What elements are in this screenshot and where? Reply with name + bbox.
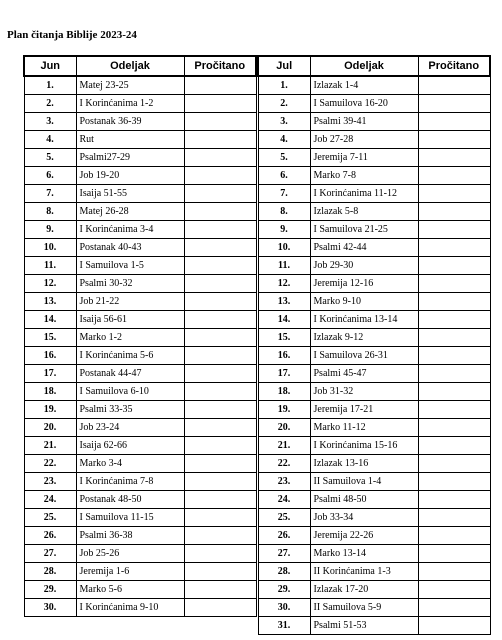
day-number: 11. bbox=[24, 257, 76, 275]
read-checkbox-cell[interactable] bbox=[184, 239, 256, 257]
reading-section: Job 21-22 bbox=[76, 293, 184, 311]
read-checkbox-cell[interactable] bbox=[418, 275, 490, 293]
jun-table-row bbox=[24, 257, 256, 275]
jun-table-row bbox=[24, 203, 256, 221]
day-number: 16. bbox=[24, 347, 76, 365]
day-number: 13. bbox=[258, 293, 310, 311]
day-number: 19. bbox=[24, 401, 76, 419]
jun-table-row bbox=[24, 131, 256, 149]
jun-table-row bbox=[24, 329, 256, 347]
read-checkbox-cell[interactable] bbox=[418, 95, 490, 113]
read-checkbox-cell[interactable] bbox=[418, 203, 490, 221]
day-number: 27. bbox=[24, 545, 76, 563]
jul-table-row bbox=[258, 185, 490, 203]
day-number: 18. bbox=[24, 383, 76, 401]
reading-section: Psalmi 33-35 bbox=[76, 401, 184, 419]
jul-table-row bbox=[258, 149, 490, 167]
jul-table-row bbox=[258, 221, 490, 239]
read-checkbox-cell[interactable] bbox=[184, 455, 256, 473]
jun-table-row bbox=[24, 563, 256, 581]
reading-section: Psalmi 36-38 bbox=[76, 527, 184, 545]
day-number: 3. bbox=[258, 113, 310, 131]
jun-table-row bbox=[24, 419, 256, 437]
day-number: 1. bbox=[24, 76, 76, 95]
jun-table-row bbox=[24, 509, 256, 527]
reading-section: I Korinćanima 13-14 bbox=[310, 311, 418, 329]
day-number: 8. bbox=[24, 203, 76, 221]
jul-table-row bbox=[258, 203, 490, 221]
reading-section: I Samuilova 1-5 bbox=[76, 257, 184, 275]
day-number: 14. bbox=[24, 311, 76, 329]
day-number: 22. bbox=[258, 455, 310, 473]
jul-table-row bbox=[258, 293, 490, 311]
day-number: 29. bbox=[258, 581, 310, 599]
reading-section: Izlazak 5-8 bbox=[310, 203, 418, 221]
jun-table-row bbox=[24, 581, 256, 599]
reading-section: Psalmi 51-53 bbox=[310, 617, 418, 635]
jul-table-row bbox=[258, 473, 490, 491]
day-number: 4. bbox=[258, 131, 310, 149]
jun-table-row bbox=[24, 113, 256, 131]
read-checkbox-cell[interactable] bbox=[418, 257, 490, 275]
day-number: 12. bbox=[258, 275, 310, 293]
jun-month-header: Jun bbox=[24, 56, 76, 76]
read-checkbox-cell[interactable] bbox=[418, 76, 490, 95]
jun-table-row bbox=[24, 76, 256, 95]
day-number: 17. bbox=[258, 365, 310, 383]
reading-section: I Korinćanima 11-12 bbox=[310, 185, 418, 203]
reading-section: I Korinćanima 15-16 bbox=[310, 437, 418, 455]
read-checkbox-cell[interactable] bbox=[184, 95, 256, 113]
jun-table-row bbox=[24, 311, 256, 329]
jul-table-row bbox=[258, 437, 490, 455]
read-checkbox-cell[interactable] bbox=[184, 329, 256, 347]
read-checkbox-cell[interactable] bbox=[418, 455, 490, 473]
read-checkbox-cell[interactable] bbox=[184, 311, 256, 329]
day-number: 6. bbox=[24, 167, 76, 185]
jun-table-body bbox=[24, 76, 256, 617]
read-checkbox-cell[interactable] bbox=[184, 563, 256, 581]
read-checkbox-cell[interactable] bbox=[418, 401, 490, 419]
reading-section: Psalmi27-29 bbox=[76, 149, 184, 167]
jul-table-row bbox=[258, 329, 490, 347]
jun-read-header: Pročitano bbox=[184, 56, 256, 76]
reading-section: Izlazak 1-4 bbox=[310, 76, 418, 95]
reading-section: I Korinćanima 5-6 bbox=[76, 347, 184, 365]
jul-header-row bbox=[258, 56, 490, 76]
day-number: 16. bbox=[258, 347, 310, 365]
read-checkbox-cell[interactable] bbox=[418, 509, 490, 527]
reading-section: Job 29-30 bbox=[310, 257, 418, 275]
day-number: 10. bbox=[24, 239, 76, 257]
reading-section: Job 23-24 bbox=[76, 419, 184, 437]
jun-table-row bbox=[24, 167, 256, 185]
day-number: 8. bbox=[258, 203, 310, 221]
read-checkbox-cell[interactable] bbox=[184, 383, 256, 401]
reading-section: Marko 13-14 bbox=[310, 545, 418, 563]
read-checkbox-cell[interactable] bbox=[418, 149, 490, 167]
day-number: 5. bbox=[258, 149, 310, 167]
read-checkbox-cell[interactable] bbox=[418, 545, 490, 563]
jul-table-row bbox=[258, 491, 490, 509]
jul-table-row bbox=[258, 311, 490, 329]
day-number: 14. bbox=[258, 311, 310, 329]
day-number: 23. bbox=[258, 473, 310, 491]
read-checkbox-cell[interactable] bbox=[184, 365, 256, 383]
reading-section: Rut bbox=[76, 131, 184, 149]
day-number: 22. bbox=[24, 455, 76, 473]
jul-table-row bbox=[258, 167, 490, 185]
day-number: 31. bbox=[258, 617, 310, 635]
day-number: 27. bbox=[258, 545, 310, 563]
jul-table-row bbox=[258, 509, 490, 527]
jun-table-row bbox=[24, 383, 256, 401]
jun-table-row bbox=[24, 473, 256, 491]
jul-table-row bbox=[258, 257, 490, 275]
reading-section: Marko 3-4 bbox=[76, 455, 184, 473]
read-checkbox-cell[interactable] bbox=[418, 293, 490, 311]
reading-section: Postanak 36-39 bbox=[76, 113, 184, 131]
day-number: 3. bbox=[24, 113, 76, 131]
read-checkbox-cell[interactable] bbox=[418, 527, 490, 545]
day-number: 11. bbox=[258, 257, 310, 275]
day-number: 26. bbox=[258, 527, 310, 545]
day-number: 21. bbox=[258, 437, 310, 455]
jun-table-row bbox=[24, 455, 256, 473]
read-checkbox-cell[interactable] bbox=[418, 131, 490, 149]
document-title: Plan čitanja Biblije 2023-24 bbox=[7, 29, 137, 41]
reading-section: Psalmi 45-47 bbox=[310, 365, 418, 383]
day-number: 28. bbox=[258, 563, 310, 581]
day-number: 10. bbox=[258, 239, 310, 257]
read-checkbox-cell[interactable] bbox=[418, 221, 490, 239]
read-checkbox-cell[interactable] bbox=[184, 473, 256, 491]
day-number: 30. bbox=[24, 599, 76, 617]
day-number: 30. bbox=[258, 599, 310, 617]
jul-table-row bbox=[258, 347, 490, 365]
day-number: 9. bbox=[258, 221, 310, 239]
jul-table-row bbox=[258, 617, 490, 635]
jul-table-row bbox=[258, 401, 490, 419]
reading-section: Job 31-32 bbox=[310, 383, 418, 401]
day-number: 2. bbox=[258, 95, 310, 113]
read-checkbox-cell[interactable] bbox=[184, 293, 256, 311]
read-checkbox-cell[interactable] bbox=[418, 311, 490, 329]
read-checkbox-cell[interactable] bbox=[184, 131, 256, 149]
jun-table-row bbox=[24, 347, 256, 365]
read-checkbox-cell[interactable] bbox=[184, 76, 256, 95]
jul-table-row bbox=[258, 365, 490, 383]
read-checkbox-cell[interactable] bbox=[418, 239, 490, 257]
reading-section: I Samuilova 16-20 bbox=[310, 95, 418, 113]
jun-section-header: Odeljak bbox=[76, 56, 184, 76]
reading-section: Job 33-34 bbox=[310, 509, 418, 527]
read-checkbox-cell[interactable] bbox=[418, 617, 490, 635]
read-checkbox-cell[interactable] bbox=[184, 203, 256, 221]
read-checkbox-cell[interactable] bbox=[184, 221, 256, 239]
day-number: 6. bbox=[258, 167, 310, 185]
jul-table-body bbox=[258, 76, 490, 635]
reading-section: Psalmi 42-44 bbox=[310, 239, 418, 257]
reading-section: Marko 11-12 bbox=[310, 419, 418, 437]
reading-section: Isaija 51-55 bbox=[76, 185, 184, 203]
day-number: 12. bbox=[24, 275, 76, 293]
read-checkbox-cell[interactable] bbox=[184, 509, 256, 527]
read-checkbox-cell[interactable] bbox=[418, 581, 490, 599]
reading-section: Marko 7-8 bbox=[310, 167, 418, 185]
reading-section: Izlazak 17-20 bbox=[310, 581, 418, 599]
day-number: 15. bbox=[24, 329, 76, 347]
day-number: 1. bbox=[258, 76, 310, 95]
reading-section: II Samuilova 1-4 bbox=[310, 473, 418, 491]
read-checkbox-cell[interactable] bbox=[418, 491, 490, 509]
day-number: 29. bbox=[24, 581, 76, 599]
read-checkbox-cell[interactable] bbox=[418, 329, 490, 347]
day-number: 13. bbox=[24, 293, 76, 311]
reading-section: II Samuilova 5-9 bbox=[310, 599, 418, 617]
reading-section: Psalmi 48-50 bbox=[310, 491, 418, 509]
jun-table-row bbox=[24, 221, 256, 239]
day-number: 2. bbox=[24, 95, 76, 113]
day-number: 4. bbox=[24, 131, 76, 149]
read-checkbox-cell[interactable] bbox=[184, 275, 256, 293]
reading-section: Jeremija 12-16 bbox=[310, 275, 418, 293]
reading-section: I Samuilova 21-25 bbox=[310, 221, 418, 239]
jul-table-row bbox=[258, 76, 490, 95]
jul-table-row bbox=[258, 563, 490, 581]
day-number: 25. bbox=[24, 509, 76, 527]
day-number: 19. bbox=[258, 401, 310, 419]
jul-month-header: Jul bbox=[258, 56, 310, 76]
reading-section: Izlazak 9-12 bbox=[310, 329, 418, 347]
reading-section: Postanak 48-50 bbox=[76, 491, 184, 509]
read-checkbox-cell[interactable] bbox=[418, 599, 490, 617]
day-number: 17. bbox=[24, 365, 76, 383]
day-number: 24. bbox=[24, 491, 76, 509]
reading-section: I Samuilova 26-31 bbox=[310, 347, 418, 365]
read-checkbox-cell[interactable] bbox=[184, 167, 256, 185]
reading-section: Job 19-20 bbox=[76, 167, 184, 185]
reading-section: Jeremija 22-26 bbox=[310, 527, 418, 545]
read-checkbox-cell[interactable] bbox=[418, 473, 490, 491]
read-checkbox-cell[interactable] bbox=[184, 527, 256, 545]
jul-table-row bbox=[258, 581, 490, 599]
jul-table-row bbox=[258, 95, 490, 113]
day-number: 23. bbox=[24, 473, 76, 491]
jul-section-header: Odeljak bbox=[310, 56, 418, 76]
reading-section: Matej 23-25 bbox=[76, 76, 184, 95]
jul-table-row bbox=[258, 383, 490, 401]
read-checkbox-cell[interactable] bbox=[184, 581, 256, 599]
jun-table-row bbox=[24, 185, 256, 203]
reading-section: Marko 9-10 bbox=[310, 293, 418, 311]
reading-section: Postanak 44-47 bbox=[76, 365, 184, 383]
reading-section: Psalmi 30-32 bbox=[76, 275, 184, 293]
day-number: 24. bbox=[258, 491, 310, 509]
day-number: 28. bbox=[24, 563, 76, 581]
reading-section: I Samuilova 6-10 bbox=[76, 383, 184, 401]
day-number: 21. bbox=[24, 437, 76, 455]
reading-section: I Korinćanima 1-2 bbox=[76, 95, 184, 113]
jun-table-row bbox=[24, 437, 256, 455]
reading-section: Job 25-26 bbox=[76, 545, 184, 563]
day-number: 26. bbox=[24, 527, 76, 545]
day-number: 20. bbox=[24, 419, 76, 437]
jul-table-row bbox=[258, 113, 490, 131]
jul-table-row bbox=[258, 239, 490, 257]
jun-table-row bbox=[24, 149, 256, 167]
read-checkbox-cell[interactable] bbox=[418, 347, 490, 365]
read-checkbox-cell[interactable] bbox=[184, 401, 256, 419]
reading-section: II Korinćanima 1-3 bbox=[310, 563, 418, 581]
jun-table-row bbox=[24, 599, 256, 617]
reading-section: I Korinćanima 9-10 bbox=[76, 599, 184, 617]
reading-section: Jeremija 17-21 bbox=[310, 401, 418, 419]
day-number: 7. bbox=[24, 185, 76, 203]
read-checkbox-cell[interactable] bbox=[418, 113, 490, 131]
jun-table-row bbox=[24, 239, 256, 257]
read-checkbox-cell[interactable] bbox=[184, 257, 256, 275]
reading-section: Jeremija 1-6 bbox=[76, 563, 184, 581]
jul-table-row bbox=[258, 545, 490, 563]
read-checkbox-cell[interactable] bbox=[184, 419, 256, 437]
day-number: 20. bbox=[258, 419, 310, 437]
jun-table-row bbox=[24, 527, 256, 545]
jul-table-row bbox=[258, 455, 490, 473]
reading-section: Marko 5-6 bbox=[76, 581, 184, 599]
day-number: 25. bbox=[258, 509, 310, 527]
read-checkbox-cell[interactable] bbox=[184, 347, 256, 365]
read-checkbox-cell[interactable] bbox=[418, 437, 490, 455]
day-number: 7. bbox=[258, 185, 310, 203]
reading-section: Isaija 56-61 bbox=[76, 311, 184, 329]
jul-read-header: Pročitano bbox=[418, 56, 490, 76]
jun-table-row bbox=[24, 401, 256, 419]
read-checkbox-cell[interactable] bbox=[418, 383, 490, 401]
read-checkbox-cell[interactable] bbox=[418, 365, 490, 383]
reading-section: Postanak 40-43 bbox=[76, 239, 184, 257]
reading-section: Job 27-28 bbox=[310, 131, 418, 149]
day-number: 15. bbox=[258, 329, 310, 347]
jun-header-row bbox=[24, 56, 256, 76]
day-number: 18. bbox=[258, 383, 310, 401]
read-checkbox-cell[interactable] bbox=[184, 545, 256, 563]
reading-section: Isaija 62-66 bbox=[76, 437, 184, 455]
reading-section: I Korinćanima 3-4 bbox=[76, 221, 184, 239]
read-checkbox-cell[interactable] bbox=[184, 113, 256, 131]
reading-section: Marko 1-2 bbox=[76, 329, 184, 347]
jun-table-row bbox=[24, 491, 256, 509]
read-checkbox-cell[interactable] bbox=[418, 419, 490, 437]
reading-section: Matej 26-28 bbox=[76, 203, 184, 221]
read-checkbox-cell[interactable] bbox=[184, 437, 256, 455]
reading-section: Psalmi 39-41 bbox=[310, 113, 418, 131]
reading-section: I Samuilova 11-15 bbox=[76, 509, 184, 527]
read-checkbox-cell[interactable] bbox=[418, 185, 490, 203]
jul-table-row bbox=[258, 599, 490, 617]
jun-table-row bbox=[24, 365, 256, 383]
reading-section: Izlazak 13-16 bbox=[310, 455, 418, 473]
read-checkbox-cell[interactable] bbox=[418, 167, 490, 185]
jul-table-row bbox=[258, 419, 490, 437]
jun-table-row bbox=[24, 293, 256, 311]
reading-section: Jeremija 7-11 bbox=[310, 149, 418, 167]
read-checkbox-cell[interactable] bbox=[184, 491, 256, 509]
jun-table-row bbox=[24, 275, 256, 293]
jul-table-row bbox=[258, 527, 490, 545]
jul-table bbox=[257, 55, 491, 635]
read-checkbox-cell[interactable] bbox=[184, 185, 256, 203]
read-checkbox-cell[interactable] bbox=[418, 563, 490, 581]
jul-table-row bbox=[258, 275, 490, 293]
reading-section: I Korinćanima 7-8 bbox=[76, 473, 184, 491]
jun-table-row bbox=[24, 545, 256, 563]
day-number: 5. bbox=[24, 149, 76, 167]
jun-table bbox=[23, 55, 257, 617]
day-number: 9. bbox=[24, 221, 76, 239]
jun-table-row bbox=[24, 95, 256, 113]
jul-table-row bbox=[258, 131, 490, 149]
read-checkbox-cell[interactable] bbox=[184, 599, 256, 617]
read-checkbox-cell[interactable] bbox=[184, 149, 256, 167]
